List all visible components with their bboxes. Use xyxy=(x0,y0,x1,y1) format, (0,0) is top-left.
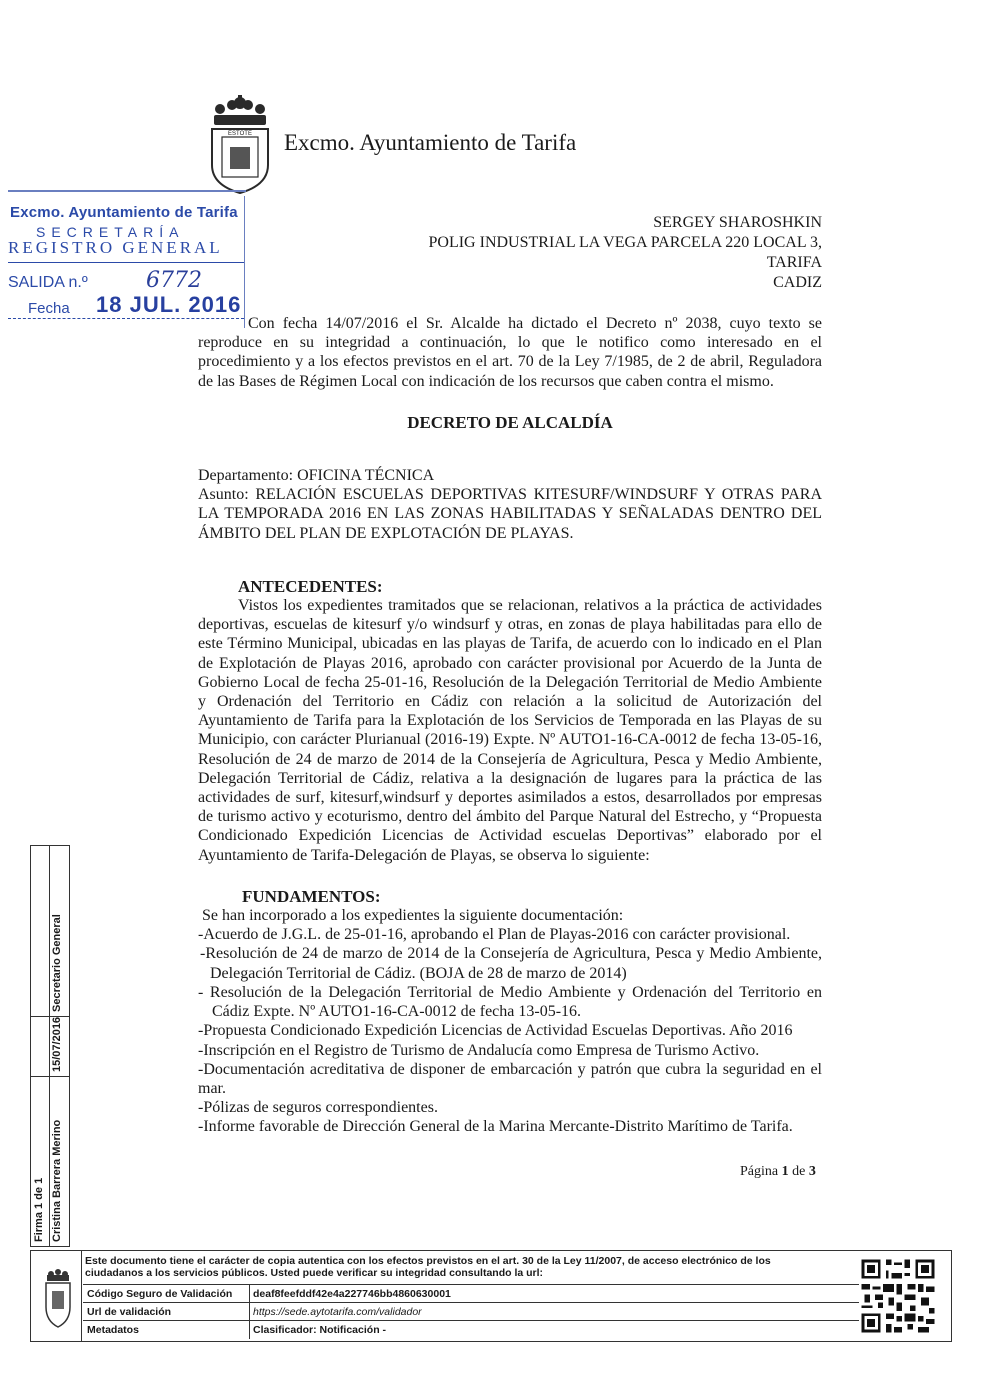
recipient-city: TARIFA xyxy=(766,254,822,271)
url-row xyxy=(83,1302,883,1321)
signature-box xyxy=(30,845,70,1247)
page-total: 3 xyxy=(808,1164,816,1179)
footer-divider xyxy=(81,1251,82,1341)
page-current: 1 xyxy=(781,1164,789,1179)
stamp-org: Excmo. Ayuntamiento de Tarifa xyxy=(10,204,238,221)
stamp-top-rule xyxy=(8,190,246,192)
fundamentos-item: -Acuerdo de J.G.L. de 25-01-16, aprobando el Plan de Playas-2016 con carácter provisional. xyxy=(198,926,791,944)
csv-value[interactable]: deaf8feefddf42e4a227746bb4860630001 xyxy=(253,1288,451,1300)
qr-code-icon[interactable] xyxy=(859,1257,937,1335)
municipal-crest-logo xyxy=(200,95,280,195)
recipient-address: POLIG INDUSTRIAL LA VEGA PARCELA 220 LOCAL 3, xyxy=(428,234,822,251)
fundamentos-item: -Propuesta Condicionado Expedición Licencias de Actividad Escuelas Deportivas. Año 2016 xyxy=(198,1022,793,1040)
intro-paragraph: Con fecha 14/07/2016 el Sr. Alcalde ha dictado el Decreto nº 2038, cuyo texto se reproduce en su integridad a continuación, lo que le notifico como interesado en el procedimiento y a los efectos previstos en el art. 70 de la Ley 7/1985, de 2 de abril, Reguladora de las Bases de Régimen Local con indicación de los recursos que caben contra el mismo. xyxy=(198,315,822,390)
page-number xyxy=(740,1164,816,1180)
row-separator xyxy=(249,1321,250,1339)
department-line: Departamento: OFICINA TÉCNICA xyxy=(198,467,435,485)
registry-stamp xyxy=(8,196,244,328)
footer-crest-logo xyxy=(41,1269,75,1329)
fundamentos-item: -Resolución de 24 de marzo de 2014 de la Consejería de Agricultura, Pesca y Medio Ambiente, Delegación Territorial de Cádiz. (BOJA de 28 de marzo de 2014) xyxy=(200,945,822,982)
document-body xyxy=(198,314,822,1137)
stamp-registro: REGISTRO GENERAL xyxy=(8,238,223,257)
signature-firma: Firma 1 de 1 xyxy=(33,1177,45,1242)
organization-title: Excmo. Ayuntamiento de Tarifa xyxy=(284,130,577,155)
subject-line: Asunto: RELACIÓN ESCUELAS DEPORTIVAS KITESURF/WINDSURF Y OTRAS PARA LA TEMPORADA 2016 EN LAS ZONAS HABILITADAS Y SEÑALADAS DENTRO DEL ÁMBITO DEL PLAN DE EXPLOTACIÓN DE PLAYAS. xyxy=(198,486,822,542)
signature-row-divider xyxy=(31,1016,69,1017)
meta-label: Metadatos xyxy=(87,1324,139,1336)
fundamentos-item: -Informe favorable de Dirección General de la Marina Mercante-Distrito Marítimo de Tarifa. xyxy=(198,1118,793,1136)
csv-label: Código Seguro de Validación xyxy=(87,1288,233,1300)
footer-notice: Este documento tiene el carácter de copia autentica con los efectos previstos en el art. 30 de la Ley 11/2007, de acceso electrónico de los ciudadanos a los servicios públicos. Usted puede verificar su integridad consultando la url: xyxy=(85,1255,771,1279)
fundamentos-item: -Inscripción en el Registro de Turismo de Andalucía como Empresa de Turismo Activo. xyxy=(198,1041,760,1059)
signature-name: Cristina Barrera Merino xyxy=(51,1119,63,1242)
row-separator xyxy=(249,1285,250,1303)
recipient-name: SERGEY SHAROSHKIN xyxy=(653,214,822,231)
stamp-salida-number: 6772 xyxy=(146,268,202,293)
meta-value: Clasificador: Notificación - xyxy=(253,1324,387,1336)
row-separator xyxy=(249,1303,250,1321)
stamp-salida-label: SALIDA n.º xyxy=(8,274,88,291)
validation-footer xyxy=(30,1250,952,1342)
csv-row xyxy=(83,1284,883,1303)
page-sep: de xyxy=(792,1164,806,1179)
signature-date: 15/07/2016 xyxy=(51,1016,63,1072)
antecedentes-text: Vistos los expedientes tramitados que se relacionan, relativos a la práctica de actividades deportivas, escuelas de kitesurf y/o windsurf y otras, en zonas de playa habilitadas para ello de este Término Municipal, ubicadas en las playas de Tarifa, de acuerdo con lo indicado en el Plan de Explotación de Playas 2016, aprobado con carácter provisional por Acuerdo de la Junta de Gobierno Local de fecha 25-01-16, Resolución de la Delegación Territorial de Medio Ambiente y Ordenación del Territorio en Cádiz con relación a la solicitud de Autorización del Ayuntamiento de Tarifa para la Explotación de los Servicios de Temporada en las Playas de su Municipio, con carácter Plurianual (2016-19) Expte. Nº AUTO1-16-CA-0012 de fecha 13-05-16, Resolución de 24 de marzo de 2014 de la Consejería de Agricultura, Pesca y Medio Ambiente, Delegación Territorial de Cádiz, relativa a la designación de lugares para la práctica de las actividades de surf, kitesurf,windsurf y deportes asimilados a estos, desarrollados por empresas de turismo activo y ecoturismo, dentro del ámbito del Parque Natural del Estrecho, y “Propuesta Condicionado Expedición Licencias de Actividad escuelas Deportivas” elaborado por el Ayuntamiento de Tarifa-Delegación de Playas, se observa lo siguiente: xyxy=(198,597,822,864)
decree-title: DECRETO DE ALCALDÍA xyxy=(407,412,613,432)
stamp-fecha-label: Fecha xyxy=(28,300,70,317)
fundamentos-item: -Pólizas de seguros correspondientes. xyxy=(198,1099,438,1117)
fundamentos-item: -Documentación acreditativa de disponer de embarcación y patrón que cubra la seguridad en el mar. xyxy=(198,1060,822,1097)
svg-text:ESTOTE: ESTOTE xyxy=(228,131,252,137)
fundamentos-intro: Se han incorporado a los expedientes la siguiente documentación: xyxy=(202,907,624,925)
recipient-province: CADIZ xyxy=(773,274,822,291)
fundamentos-item: - Resolución de la Delegación Territorial de Medio Ambiente y Ordenación del Territorio en Cádiz Expte. Nº AUTO1-16-CA-0012 de fecha 13-05-16. xyxy=(198,983,822,1021)
antecedentes-heading: ANTECEDENTES: xyxy=(238,576,383,596)
stamp-secretaria: SECRETARÍA xyxy=(36,224,185,240)
stamp-right-edge xyxy=(244,196,245,328)
stamp-fecha-value: 18 JUL. 2016 xyxy=(96,292,242,317)
url-label: Url de validación xyxy=(87,1306,172,1318)
meta-row xyxy=(83,1320,883,1339)
page-prefix: Página xyxy=(740,1164,779,1179)
fundamentos-heading: FUNDAMENTOS: xyxy=(242,886,381,906)
url-link[interactable]: https://sede.aytotarifa.com/validador xyxy=(253,1306,422,1318)
signature-role: Secretario General xyxy=(51,914,63,1012)
stamp-divider xyxy=(8,262,244,263)
signature-row-divider xyxy=(31,1076,69,1077)
